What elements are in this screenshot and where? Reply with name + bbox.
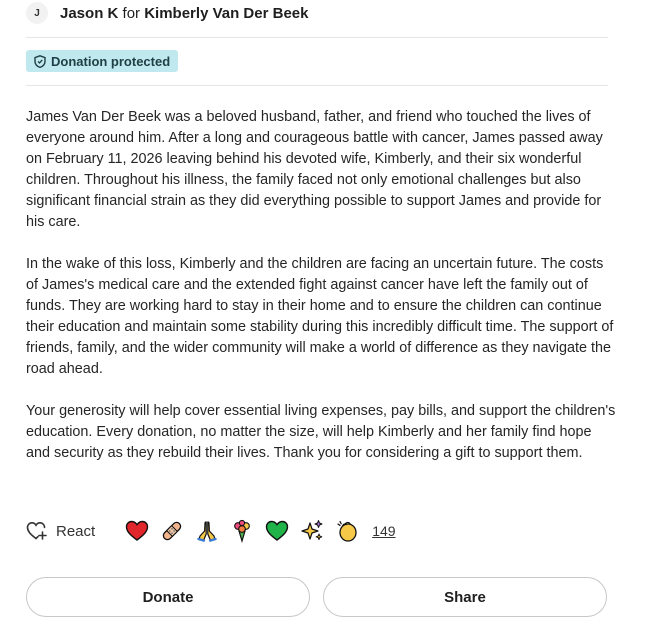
donate-button[interactable]: Donate xyxy=(26,577,310,617)
green-heart-icon[interactable] xyxy=(265,519,289,543)
react-heart-plus-icon xyxy=(26,521,48,541)
clapping-hands-icon[interactable] xyxy=(335,519,359,543)
reactions-row xyxy=(26,515,396,547)
reaction-emojis xyxy=(125,519,395,543)
divider xyxy=(26,85,608,86)
organizer-row[interactable] xyxy=(26,0,308,26)
shield-icon xyxy=(34,55,46,68)
story-text xyxy=(26,107,616,485)
badge-label: Donation protected xyxy=(51,53,171,69)
react-button[interactable] xyxy=(26,521,95,541)
beneficiary-name[interactable]: Kimberly Van Der Beek xyxy=(144,4,309,22)
donation-protected-badge[interactable] xyxy=(26,50,178,72)
bandage-icon[interactable] xyxy=(160,519,184,543)
share-button[interactable]: Share xyxy=(323,577,607,617)
organizer-name[interactable]: Jason K xyxy=(60,4,119,22)
reaction-count[interactable]: 149 xyxy=(372,523,396,539)
sparkles-icon[interactable] xyxy=(300,519,324,543)
heart-icon[interactable] xyxy=(125,519,149,543)
react-label: React xyxy=(56,522,96,540)
organizer-line xyxy=(60,5,308,22)
bouquet-icon[interactable] xyxy=(230,519,254,543)
story-paragraph: In the wake of this loss, Kimberly and the children are facing an uncertain future. The costs of James's medical care and the extended fight against cancer have left the family out of funds. They are working hard to stay in their home and to ensure the children can continue their education and maintain some stability during this incredibly difficult time. The support of friends, family, and the wider community will make a world of difference as they navigate the road ahead. xyxy=(26,256,614,377)
avatar[interactable]: J xyxy=(26,2,48,24)
divider xyxy=(26,37,608,38)
story-paragraph: Your generosity will help cover essential living expenses, pay bills, and support the children's education. Every donation, no matter the size, will help Kimberly and her family find hope and security as they rebuild their lives. Thank you for considering a gift to support them. xyxy=(26,403,616,461)
praying-hands-icon[interactable] xyxy=(195,519,219,543)
organizer-connector: for xyxy=(122,4,141,22)
story-paragraph: James Van Der Beek was a beloved husband, father, and friend who touched the lives of everyone around him. After a long and courageous battle with cancer, James passed away on February 11, 2026 leaving behind his devoted wife, Kimberly, and their six wonderful children. Throughout his illness, the family faced not only emotional challenges but also significant financial strain as they did everything possible to support James and provide for his care. xyxy=(26,109,603,230)
